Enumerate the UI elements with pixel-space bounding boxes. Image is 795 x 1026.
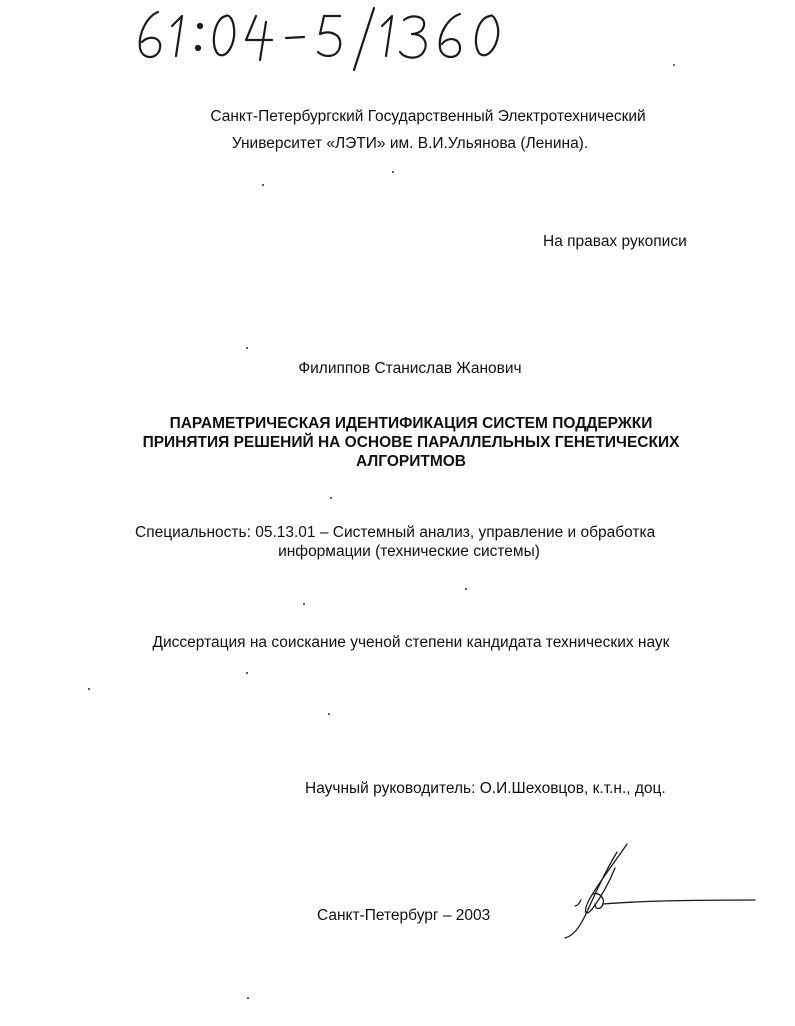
scan-speck xyxy=(673,64,675,66)
specialty-line-1: Специальность: 05.13.01 – Системный анализ, управление и обработка xyxy=(135,524,656,541)
scan-speck xyxy=(262,184,264,186)
author-name: Филиппов Станислав Жанович xyxy=(298,360,522,377)
scan-speck xyxy=(246,347,248,349)
university-name-line-1: Санкт-Петербургский Государственный Электротехнический xyxy=(210,108,646,125)
dissertation-title-line-2: ПРИНЯТИЯ РЕШЕНИЙ НА ОСНОВЕ ПАРАЛЛЕЛЬНЫХ ГЕНЕТИЧЕСКИХ xyxy=(142,434,680,451)
dissertation-degree-note: Диссертация на соискание ученой степени кандидата технических наук xyxy=(152,634,670,651)
supervisor-signature xyxy=(555,838,765,942)
university-name-line-2: Университет «ЛЭТИ» им. В.И.Ульянова (Ленина). xyxy=(231,135,589,152)
scan-speck xyxy=(328,713,330,715)
scientific-supervisor: Научный руководитель: О.И.Шеховцов, к.т.н., доц. xyxy=(305,780,666,797)
dissertation-title-line-1: ПАРАМЕТРИЧЕСКАЯ ИДЕНТИФИКАЦИЯ СИСТЕМ ПОДДЕРЖКИ xyxy=(169,415,653,432)
scan-speck xyxy=(246,672,248,674)
scan-speck xyxy=(465,588,467,590)
scan-speck xyxy=(330,497,332,499)
scan-speck xyxy=(88,688,90,690)
city-and-year: Санкт-Петербург – 2003 xyxy=(317,907,491,924)
scan-speck xyxy=(247,997,249,999)
scan-speck xyxy=(392,171,394,173)
dissertation-title-line-3: АЛГОРИТМОВ xyxy=(355,453,466,470)
manuscript-rights-note: На правах рукописи xyxy=(543,233,687,250)
specialty-line-2: информации (технические системы) xyxy=(278,543,540,560)
scan-speck xyxy=(303,603,305,605)
handwritten-archive-number xyxy=(128,4,508,74)
